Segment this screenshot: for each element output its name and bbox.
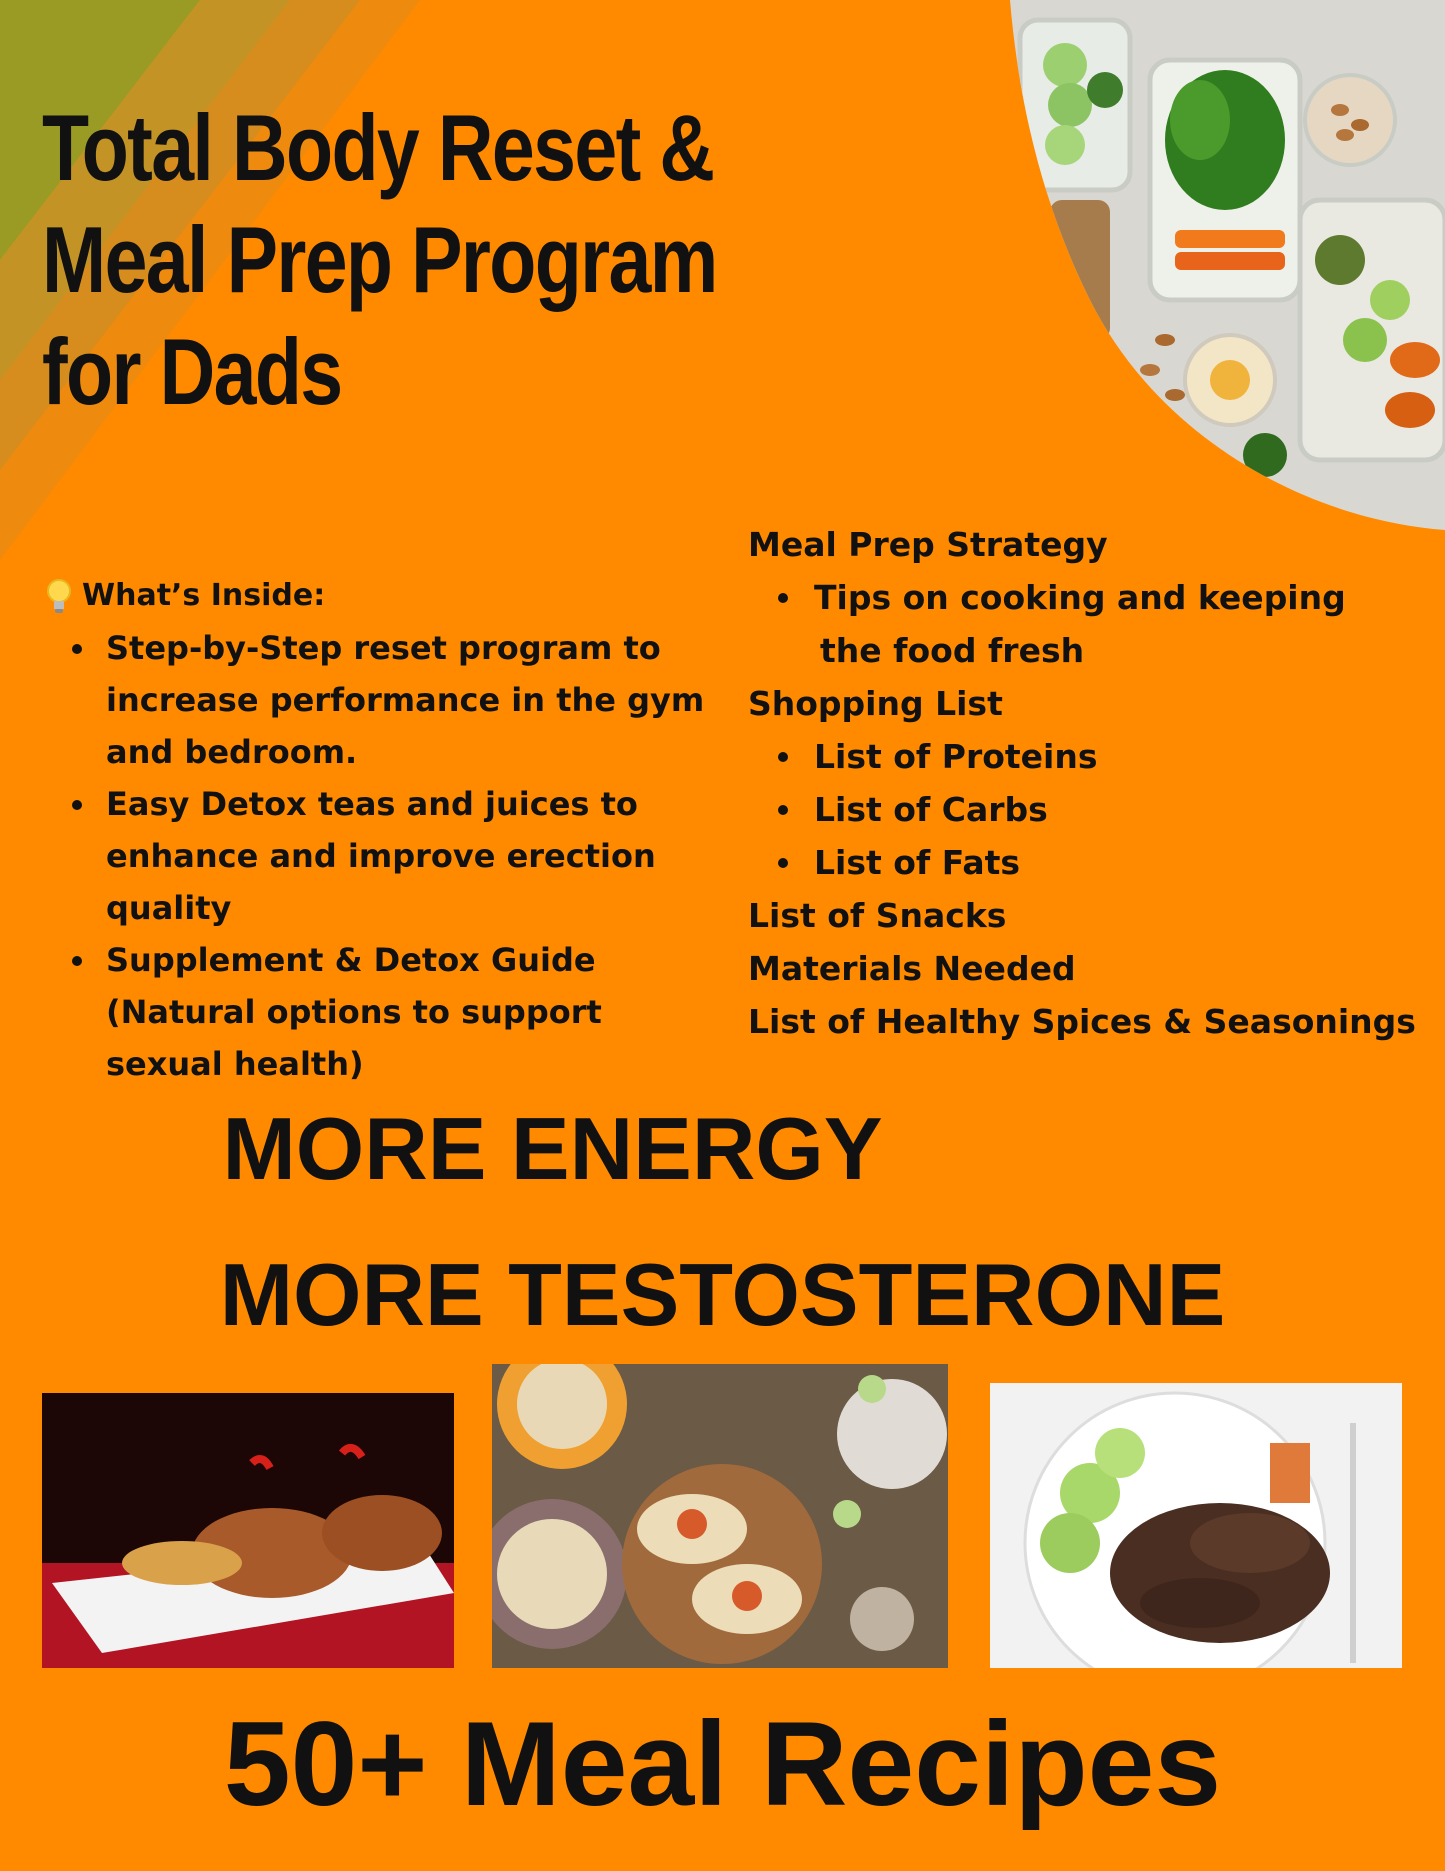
list-item-text: Easy Detox teas and juices to enhance and improve erection quality (106, 785, 656, 927)
list-item (748, 571, 1428, 624)
contents-list-section (748, 518, 1428, 1048)
bullet-icon (72, 800, 82, 810)
bullet-icon (778, 805, 788, 815)
bullet-icon (72, 644, 82, 654)
list-item-text: Tips on cooking and keeping (814, 578, 1346, 617)
list-item (44, 622, 724, 778)
title-line-1: Total Body Reset & (42, 95, 714, 200)
meal-prep-containers-photo (1010, 0, 1445, 530)
beef-bowl-photo (990, 1383, 1402, 1668)
list-item (748, 836, 1428, 889)
headline-more-energy: MORE ENERGY (222, 1099, 883, 1198)
materials-heading: Materials Needed (748, 949, 1076, 988)
meal-recipes-footer: 50+ Meal Recipes (223, 1697, 1222, 1831)
bullet-icon (778, 593, 788, 603)
shopping-list (748, 730, 1428, 889)
list-item-text: Step-by-Step reset program to increase performance in the gym and bedroom. (106, 629, 705, 771)
spices-heading: List of Healthy Spices & Seasonings (748, 1002, 1416, 1041)
salmon-plate-photo (42, 1393, 454, 1668)
page-title (42, 92, 813, 428)
list-item-continuation: the food fresh (820, 631, 1085, 670)
list-item-text: Supplement & Detox Guide (Natural options to support sexual health) (106, 941, 602, 1083)
list-item-text: List of Proteins (814, 737, 1098, 776)
list-item (44, 934, 724, 1090)
list-item (748, 783, 1428, 836)
list-item-text: List of Carbs (814, 790, 1048, 829)
meal-prep-list (748, 571, 1428, 624)
whats-inside-heading (44, 570, 724, 622)
shopping-list-heading: Shopping List (748, 684, 1003, 723)
tacos-table-photo (492, 1364, 948, 1668)
whats-inside-section (44, 570, 724, 1090)
title-line-2: Meal Prep Program (42, 207, 717, 312)
snacks-heading: List of Snacks (748, 896, 1007, 935)
list-item (748, 730, 1428, 783)
headline-more-testosterone: MORE TESTOSTERONE (219, 1245, 1226, 1344)
lightbulb-icon (44, 576, 74, 616)
whats-inside-label: What’s Inside: (82, 578, 326, 613)
list-item (44, 778, 724, 934)
bullet-icon (778, 858, 788, 868)
whats-inside-list (44, 622, 724, 1090)
meal-prep-strategy: Meal Prep Strategy (748, 525, 1108, 564)
title-line-3: for Dads (42, 319, 342, 424)
list-item-text: List of Fats (814, 843, 1021, 882)
bullet-icon (72, 956, 82, 966)
bullet-icon (778, 752, 788, 762)
